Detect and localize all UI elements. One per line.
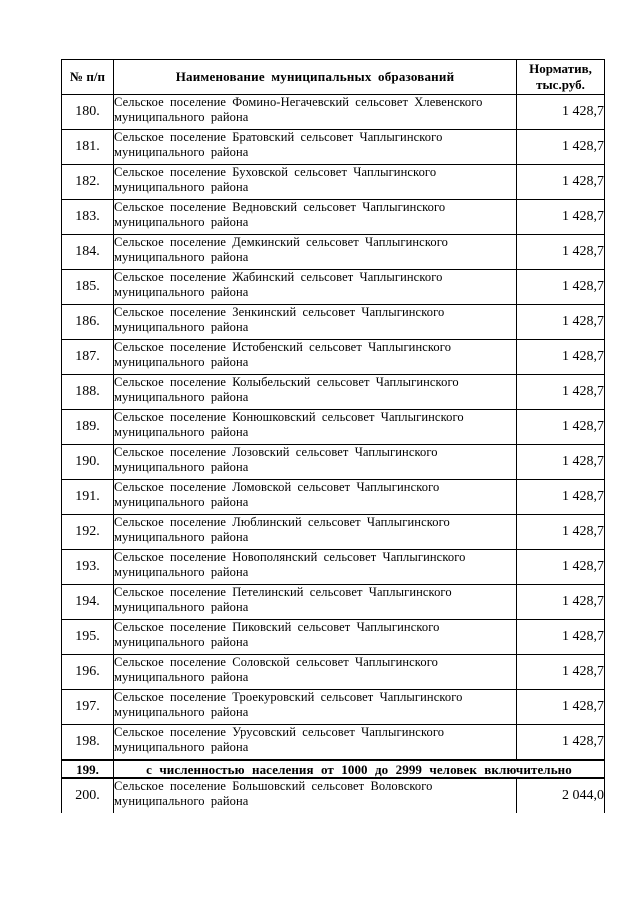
row-value: 1 428,7 <box>517 340 605 375</box>
row-number: 184. <box>62 235 114 270</box>
table-row <box>62 620 605 655</box>
row-number: 189. <box>62 410 114 445</box>
table-row <box>62 130 605 165</box>
row-number: 186. <box>62 305 114 340</box>
row-name: Сельское поселение Ломовской сельсовет Чаплыгинского муниципального района <box>114 480 517 515</box>
row-number: 198. <box>62 725 114 761</box>
section-row <box>62 760 605 778</box>
table-row <box>62 235 605 270</box>
row-number: 194. <box>62 585 114 620</box>
row-value: 1 428,7 <box>517 235 605 270</box>
header-norm-line1: Норматив, <box>529 61 592 76</box>
row-value: 1 428,7 <box>517 95 605 130</box>
section-number: 199. <box>62 760 114 778</box>
table-row <box>62 305 605 340</box>
row-name: Сельское поселение Истобенский сельсовет Чаплыгинского муниципального района <box>114 340 517 375</box>
row-name: Сельское поселение Конюшковский сельсовет Чаплыгинского муниципального района <box>114 410 517 445</box>
row-name: Сельское поселение Буховской сельсовет Чаплыгинского муниципального района <box>114 165 517 200</box>
row-number: 180. <box>62 95 114 130</box>
table-row <box>62 550 605 585</box>
row-name: Сельское поселение Троекуровский сельсовет Чаплыгинского муниципального района <box>114 690 517 725</box>
table-row <box>62 95 605 130</box>
table-row <box>62 375 605 410</box>
row-name: Сельское поселение Колыбельский сельсовет Чаплыгинского муниципального района <box>114 375 517 410</box>
row-number: 192. <box>62 515 114 550</box>
row-name: Сельское поселение Лозовский сельсовет Чаплыгинского муниципального района <box>114 445 517 480</box>
row-name: Сельское поселение Пиковский сельсовет Чаплыгинского муниципального района <box>114 620 517 655</box>
row-number: 195. <box>62 620 114 655</box>
row-value: 1 428,7 <box>517 165 605 200</box>
row-name: Сельское поселение Жабинский сельсовет Чаплыгинского муниципального района <box>114 270 517 305</box>
row-value: 1 428,7 <box>517 410 605 445</box>
table-row <box>62 655 605 690</box>
row-number: 200. <box>62 778 114 813</box>
row-name: Сельское поселение Новополянский сельсовет Чаплыгинского муниципального района <box>114 550 517 585</box>
row-name: Сельское поселение Люблинский сельсовет Чаплыгинского муниципального района <box>114 515 517 550</box>
section-text: с численностью населения от 1000 до 2999 человек включительно <box>114 760 605 778</box>
row-number: 190. <box>62 445 114 480</box>
table-row <box>62 480 605 515</box>
row-number: 182. <box>62 165 114 200</box>
table-row <box>62 410 605 445</box>
row-name: Сельское поселение Соловской сельсовет Чаплыгинского муниципального района <box>114 655 517 690</box>
row-name: Сельское поселение Большовский сельсовет Воловского муниципального района <box>114 778 517 813</box>
row-value: 1 428,7 <box>517 725 605 761</box>
row-number: 188. <box>62 375 114 410</box>
row-value: 1 428,7 <box>517 130 605 165</box>
row-number: 197. <box>62 690 114 725</box>
row-name: Сельское поселение Зенкинский сельсовет Чаплыгинского муниципального района <box>114 305 517 340</box>
header-norm-line2: тыс.руб. <box>536 77 585 92</box>
row-value: 1 428,7 <box>517 480 605 515</box>
table-row <box>62 445 605 480</box>
table-row <box>62 778 605 813</box>
row-value: 1 428,7 <box>517 655 605 690</box>
row-value: 1 428,7 <box>517 200 605 235</box>
row-name: Сельское поселение Демкинский сельсовет Чаплыгинского муниципального района <box>114 235 517 270</box>
norms-table <box>61 59 605 813</box>
row-name: Сельское поселение Ведновский сельсовет Чаплыгинского муниципального района <box>114 200 517 235</box>
row-value: 1 428,7 <box>517 305 605 340</box>
row-value: 1 428,7 <box>517 515 605 550</box>
row-value: 1 428,7 <box>517 620 605 655</box>
row-value: 1 428,7 <box>517 445 605 480</box>
row-name: Сельское поселение Фомино-Негачевский сельсовет Хлевенского муниципального района <box>114 95 517 130</box>
table-row <box>62 515 605 550</box>
table-row <box>62 165 605 200</box>
row-name: Сельское поселение Братовский сельсовет Чаплыгинского муниципального района <box>114 130 517 165</box>
table-row <box>62 200 605 235</box>
row-number: 185. <box>62 270 114 305</box>
table-row <box>62 270 605 305</box>
table-header-row <box>62 60 605 95</box>
row-value: 1 428,7 <box>517 550 605 585</box>
row-value: 1 428,7 <box>517 585 605 620</box>
header-num: № п/п <box>62 60 114 95</box>
table-row <box>62 725 605 761</box>
row-value: 1 428,7 <box>517 690 605 725</box>
row-number: 181. <box>62 130 114 165</box>
row-number: 196. <box>62 655 114 690</box>
row-value: 1 428,7 <box>517 375 605 410</box>
table-row <box>62 585 605 620</box>
row-name: Сельское поселение Петелинский сельсовет Чаплыгинского муниципального района <box>114 585 517 620</box>
header-name: Наименование муниципальных образований <box>114 60 517 95</box>
row-number: 183. <box>62 200 114 235</box>
table-row <box>62 690 605 725</box>
row-value: 2 044,0 <box>517 778 605 813</box>
row-number: 193. <box>62 550 114 585</box>
row-value: 1 428,7 <box>517 270 605 305</box>
row-name: Сельское поселение Урусовский сельсовет Чаплыгинского муниципального района <box>114 725 517 761</box>
row-number: 191. <box>62 480 114 515</box>
header-norm <box>517 60 605 95</box>
table-body <box>62 95 605 814</box>
row-number: 187. <box>62 340 114 375</box>
table-row <box>62 340 605 375</box>
